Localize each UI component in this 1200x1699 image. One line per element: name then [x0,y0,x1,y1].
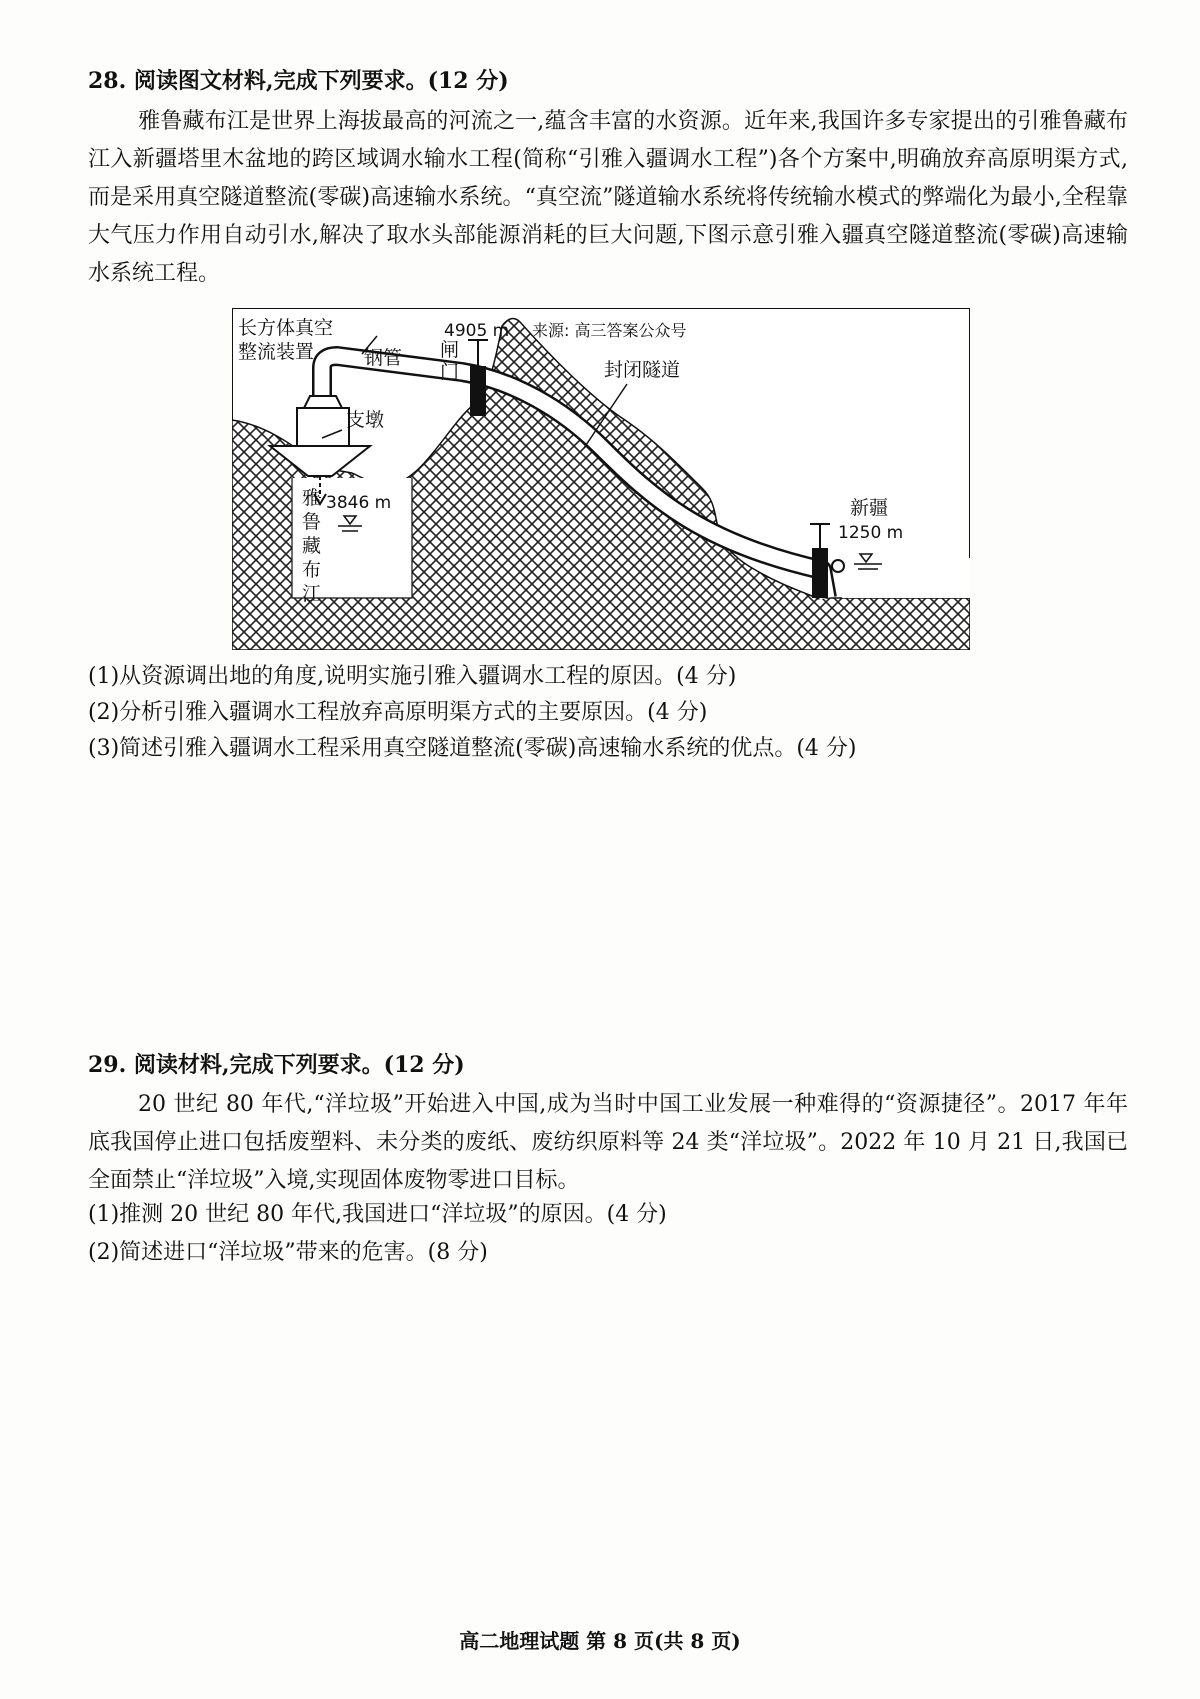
label-river-char2: 鲁 [302,511,322,533]
label-river-char3: 藏 [302,535,322,557]
label-river-char4: 布 [302,559,322,581]
label-gate-char2: 门 [440,361,460,383]
label-source: 来源: 高三答案公众号 [532,321,687,340]
gate-top [470,366,486,416]
q29-sub2: (2)简述进口“洋垃圾”带来的危害。(8 分) [88,1240,488,1265]
q29-sub1: (1)推测 20 世纪 80 年代,我国进口“洋垃圾”的原因。(4 分) [88,1202,667,1227]
q28-sub1: (1)从资源调出地的角度,说明实施引雅入疆调水工程的原因。(4 分) [88,664,737,689]
label-gate-char1: 闸 [440,339,460,361]
label-device-line1: 长方体真空 [238,317,334,339]
vacuum-rectifier-box [297,408,349,446]
q28-sub3: (3)简述引雅入疆调水工程采用真空隧道整流(零碳)高速输水系统的优点。(4 分) [88,736,857,761]
label-xinjiang: 新疆 [850,497,889,519]
q29-title: 29. 阅读材料,完成下列要求。(12 分) [88,1052,465,1078]
q28-sub2: (2)分析引雅入疆调水工程放弃高原明渠方式的主要原因。(4 分) [88,700,708,725]
label-device-line2: 整流装置 [238,341,315,363]
label-xinjiang-elevation: 1250 m [838,523,904,543]
gate-bottom [812,548,828,598]
label-river-elevation: 3846 m [326,493,392,513]
label-pier: 支墩 [346,409,385,431]
q28-paragraph [88,103,1128,293]
page-footer: 高二地理试题 第 8 页(共 8 页) [459,1629,741,1653]
label-river-char5: 江 [302,583,322,605]
label-river-char1: 雅 [302,487,322,509]
q28-title: 28. 阅读图文材料,完成下列要求。(12 分) [88,68,509,94]
water-transfer-diagram [232,308,970,650]
q29-paragraph [88,1086,1128,1200]
label-peak-elevation: 4905 m [444,321,510,341]
label-steel-pipe: 钢管 [364,347,403,369]
label-sealed-tunnel: 封闭隧道 [604,359,681,381]
q28-paragraph-text: 雅鲁藏布江是世界上海拔最高的河流之一,蕴含丰富的水资源。近年来,我国许多专家提出的引雅鲁藏布江入新疆塔里木盆地的跨区域调水输水工程(简称“引雅入疆调水工程”)各个方案中,明确放弃高原明渠方式,而是采用真空隧道整流(零碳)高速输水系统。“真空流”隧道输水系统将传统输水模式的弊端化为最小,全程靠大气压力作用自动引水,解决了取水头部能源消耗的巨大问题,下图示意引雅入疆真空隧道整流(零碳)高速输水系统工程。 [88,109,1128,286]
q29-paragraph-text: 20 世纪 80 年代,“洋垃圾”开始进入中国,成为当时中国工业发展一种难得的“资源捷径”。2017 年年底我国停止进口包括废塑料、未分类的废纸、废纺织原料等 24 类“洋垃圾”。2022 年 10 月 21 日,我国已全面禁止“洋垃圾”入境,实现固体废物零进口目标。 [88,1092,1128,1193]
